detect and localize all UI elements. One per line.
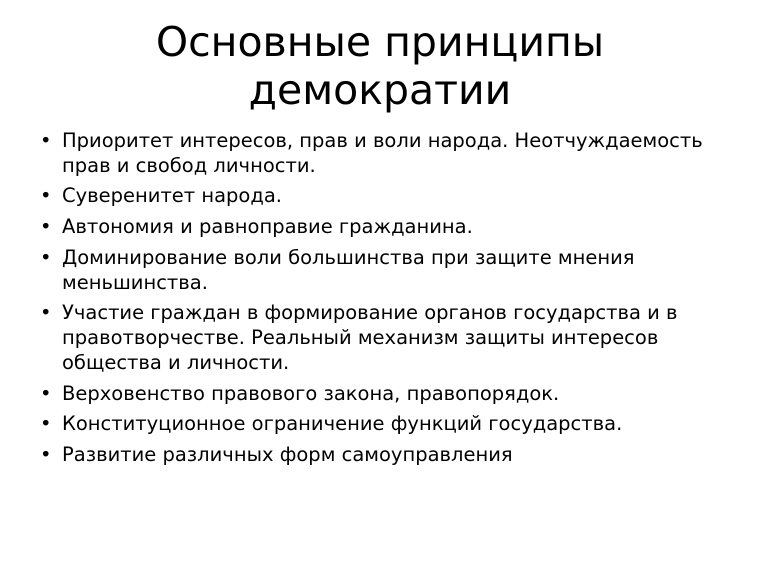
list-item xyxy=(34,129,746,179)
list-item-text: Автономия и равноправие гражданина. xyxy=(62,215,473,238)
bullet-icon: • xyxy=(40,245,52,269)
bullet-icon: • xyxy=(40,412,52,436)
list-item-text: Верховенство правового закона, правопорядок. xyxy=(62,381,560,405)
bullet-icon: • xyxy=(40,128,52,152)
list-item xyxy=(34,412,746,437)
list-item xyxy=(34,382,746,407)
bullet-icon: • xyxy=(40,381,52,405)
list-item-text: Суверенитет народа. xyxy=(62,184,282,208)
list-item xyxy=(34,443,746,468)
list-item xyxy=(34,184,746,209)
bullet-icon: • xyxy=(40,215,52,238)
list-item-text: Приоритет интересов, прав и воли народа. Неотчуждаемость прав и свобод личности. xyxy=(62,128,703,177)
page-title: Основные принципы демократии xyxy=(155,18,605,115)
list-item xyxy=(34,215,746,240)
list-item-text: Участие граждан в формирование органов государства и в правотворчестве. Реальный механизм защиты интересов общества и личности. xyxy=(62,301,678,374)
bullet-icon: • xyxy=(40,301,52,325)
bullet-list xyxy=(0,129,760,468)
list-item xyxy=(34,246,746,296)
bullet-icon: • xyxy=(40,184,52,208)
list-item-text: Развитие различных форм самоуправления xyxy=(62,443,513,466)
list-item-text: Доминирование воли большинства при защите мнения меньшинства. xyxy=(62,245,635,294)
list-item xyxy=(34,301,746,375)
list-item-text: Конституционное ограничение функций государства. xyxy=(62,412,623,436)
bullet-icon: • xyxy=(40,443,52,466)
